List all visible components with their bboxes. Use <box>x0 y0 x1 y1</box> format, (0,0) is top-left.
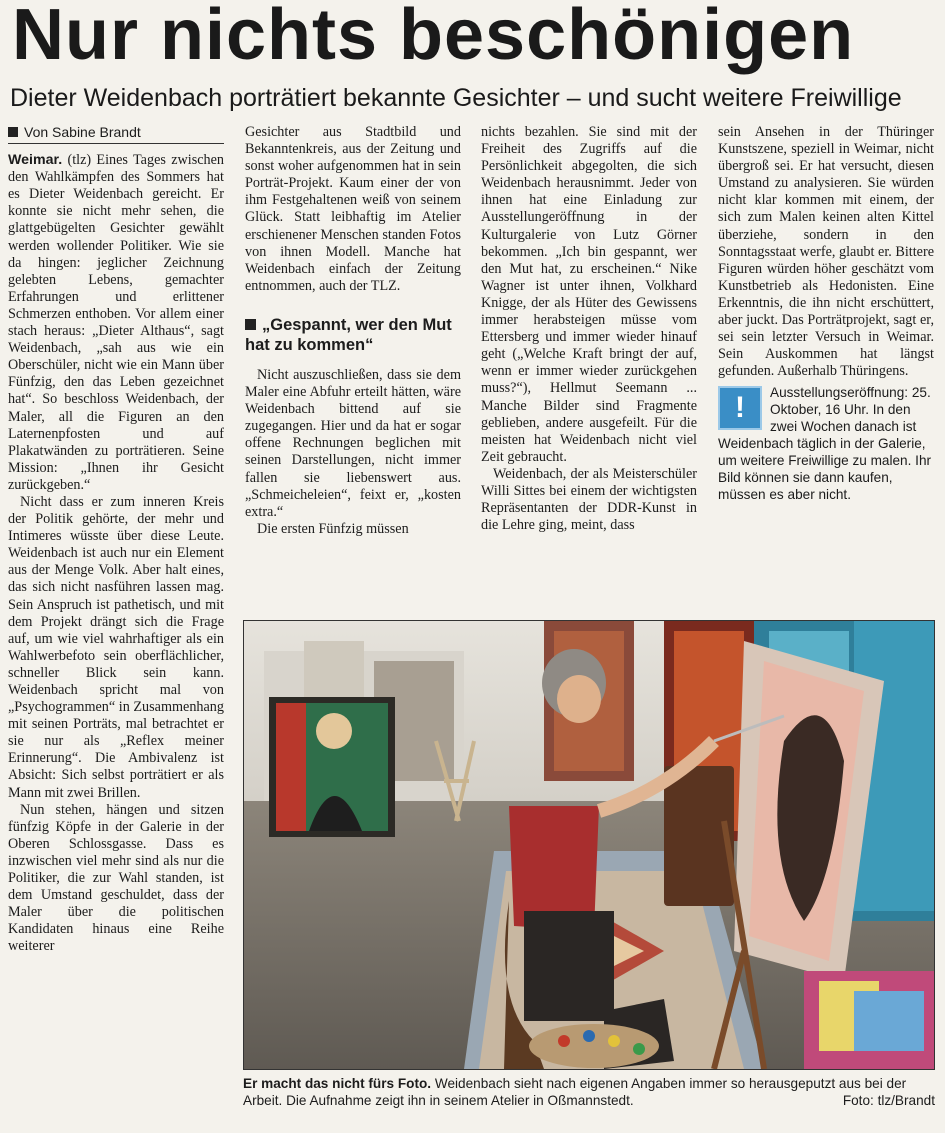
dateline-place: Weimar. <box>8 152 63 169</box>
paragraph: nichts bezahlen. Sie sind mit der Freiheit des Zugriffs auf die Persönlichkeit abgegolten, die sich Weidenbach herausnimmt. Jeder von ihnen hat eine Einladung zur Ausstellungeröffnung in der Kulturgalerie von Lutz Görner bekommen. „Ich bin gespannt, wer den Mut hat, zu erscheinen.“ Nike Wagner ist unter ihnen, Volkhard Knigge, der als Hüter des Gewissens immer herabsteigen müsse vom Ettersberg und immer wieder hinauf geht („Welche Kraft bringt der auf, wenn er immer wieder zurückgehen muss?“), Hellmut Seemann ... Manche Bilder sind Fragmente geblieben, andere ausgefeilt. Für die meisten hat Weidenbach nicht viel Zeit gebraucht. <box>481 124 697 465</box>
column-4 <box>718 124 934 503</box>
paragraph: sein Ansehen in der Thüringer Kunstszene, speziell in Weimar, nicht übergroß sei. Er hat versucht, diesen Umstand zu analysieren. Sie würden nicht klar kommen mit einem, der sich zum Malen keinen alten Kittel überziehe, sondern in den Sonntagsstaat werfe, glaubt er. Bittere Figuren würden höher geschätzt vom Kunstbetrieb als Hedonisten. Eine Erkenntnis, die ihn nicht erschüttert, aber juckt. Das Porträtprojekt, sagt er, sei sein letzter Versuch in Weimar. Sein Auskommen hat längst gefunden. Außerhalb Thüringens. <box>718 124 934 380</box>
column-3 <box>481 124 697 534</box>
byline <box>8 124 224 144</box>
photo-credit: Foto: tlz/Brandt <box>842 1093 935 1108</box>
paragraph: Nicht auszuschließen, dass sie dem Maler eine Abfuhr erteilt hätten, wäre Weidenbach bittend auf sie zugegangen. Hier und da hat er sogar offene Rechnungen beglichen mit seinen Darstellungen, nicht immer fallen sie liebenswert aus. „Schmeicheleien“, feixt er, „kosten extra.“ <box>245 366 461 520</box>
subheadline: Dieter Weidenbach porträtiert bekannte Gesichter – und sucht weitere Freiwillige <box>10 84 902 112</box>
paragraph: Weidenbach, der als Meisterschüler Willi Sittes bei einem der wichtigsten Repräsentanten der DDR-Kunst in die Lehre ging, meint, dass <box>481 465 697 534</box>
caption-lead: Er macht das nicht fürs Foto. <box>243 1076 432 1091</box>
paragraph: Nicht dass er zum inneren Kreis der Politik gehörte, der mehr und Intimeres wüsste über diese Leute. Weidenbach ist auch nur ein Element aus der Menge Volk. Aber halt eines, das sich nicht nasführen lassen mag. Sein Anspruch ist pathetisch, und mit dem Projekt drängt sich die Frage auf, um wie viel wahrhaftiger als ein Wahlwerbefoto sein oberflächlicher, schneller Blick sein kann. Weidenbach spricht mal von „Psychogrammen“ in Zusammenhang mit seinen Porträts, mal betrachtet er sie nur als „Reflex meiner Erinnerung“. Die Ambivalenz ist Absicht: Sich selbst porträtiert er als Mann mit zwei Brillen. <box>8 493 224 801</box>
paragraph: Gesichter aus Stadtbild und Bekanntenkreis, aus der Zeitung und sonst woher aufgenommen hat in sein Porträt-Projekt. Kaum einer der von ihm Festgehaltenen weiß von seinem Glück. Statt leibhaftig im Atelier erschienener Menschen standen Fotos von ihnen Modell. Manche hat Weidenbach einfach der Zeitung entnommen, auch der TLZ. <box>245 124 461 294</box>
column-2 <box>245 124 461 538</box>
caption-text: Weidenbach sieht nach eigenen Angaben immer so herausgeputzt aus bei der Arbeit. Die Aufnahme zeigt ihn in seinem Atelier in Oßmannstedt. <box>243 1076 907 1108</box>
photo-caption <box>243 1075 935 1109</box>
info-text: Ausstellungseröffnung: 25. Oktober, 16 Uhr. In den zwei Wochen danach ist Weidenbach täglich in der Galerie, um weitere Freiwillige zu malen. Ihr Bild können sie dann kaufen, müssen es aber nicht. <box>718 385 932 503</box>
bullet-square-icon <box>245 319 256 330</box>
paragraph: Die ersten Fünfzig müssen <box>257 520 409 537</box>
column-1 <box>8 124 224 956</box>
section-heading-text: „Gespannt, wer den Mut hat zu kommen“ <box>245 315 452 354</box>
paragraph: Nun stehen, hängen und sitzen fünfzig Köpfe in der Galerie in der Oberen Schlossgasse. Dass es inzwischen viel mehr sind als nur die Politiker, die zur Wahl standen, ist dem Umstand geschuldet, dass der Maler über die politischen Kandidaten hinaus eine Reihe weiterer <box>8 801 224 955</box>
byline-text: Von Sabine Brandt <box>24 124 141 140</box>
headline: Nur nichts beschönigen <box>12 0 855 75</box>
paragraph <box>8 152 224 494</box>
article-photo <box>243 620 935 1070</box>
painter-atelier-illustration <box>244 621 934 1069</box>
paragraph-text: (tlz) Eines Tages zwischen den Wahlkämpfen des Sommers hat es Dieter Weidenbach gereicht. Er konnte sie nicht mehr sehen, die glattgebügelten Gesichter gewählt werden wollender Politiker. Wie sie da hingen: jeglicher Zeichnung gelebten Lebens, gemachter Erfahrungen und erlittener Schmerzen enthoben. Vor allem einer stach heraus: „Dieter Althaus“, sagt Weidenbach, „sah aus wie ein Oberschüler, nicht wie ein Mann über Fünfzig, den das Leben gezeichnet hat“. So beschloss Weidenbach, der Maler, all die Figuren an den Laternenpfosten und auf Plakatwänden zu porträtieren. Seine Mission: „Ihnen ihr Gesicht zurückgeben.“ <box>8 152 224 493</box>
bullet-square-icon <box>8 127 18 137</box>
exclamation-info-icon: ! <box>718 386 762 430</box>
info-box <box>718 384 934 503</box>
section-heading <box>245 315 461 355</box>
